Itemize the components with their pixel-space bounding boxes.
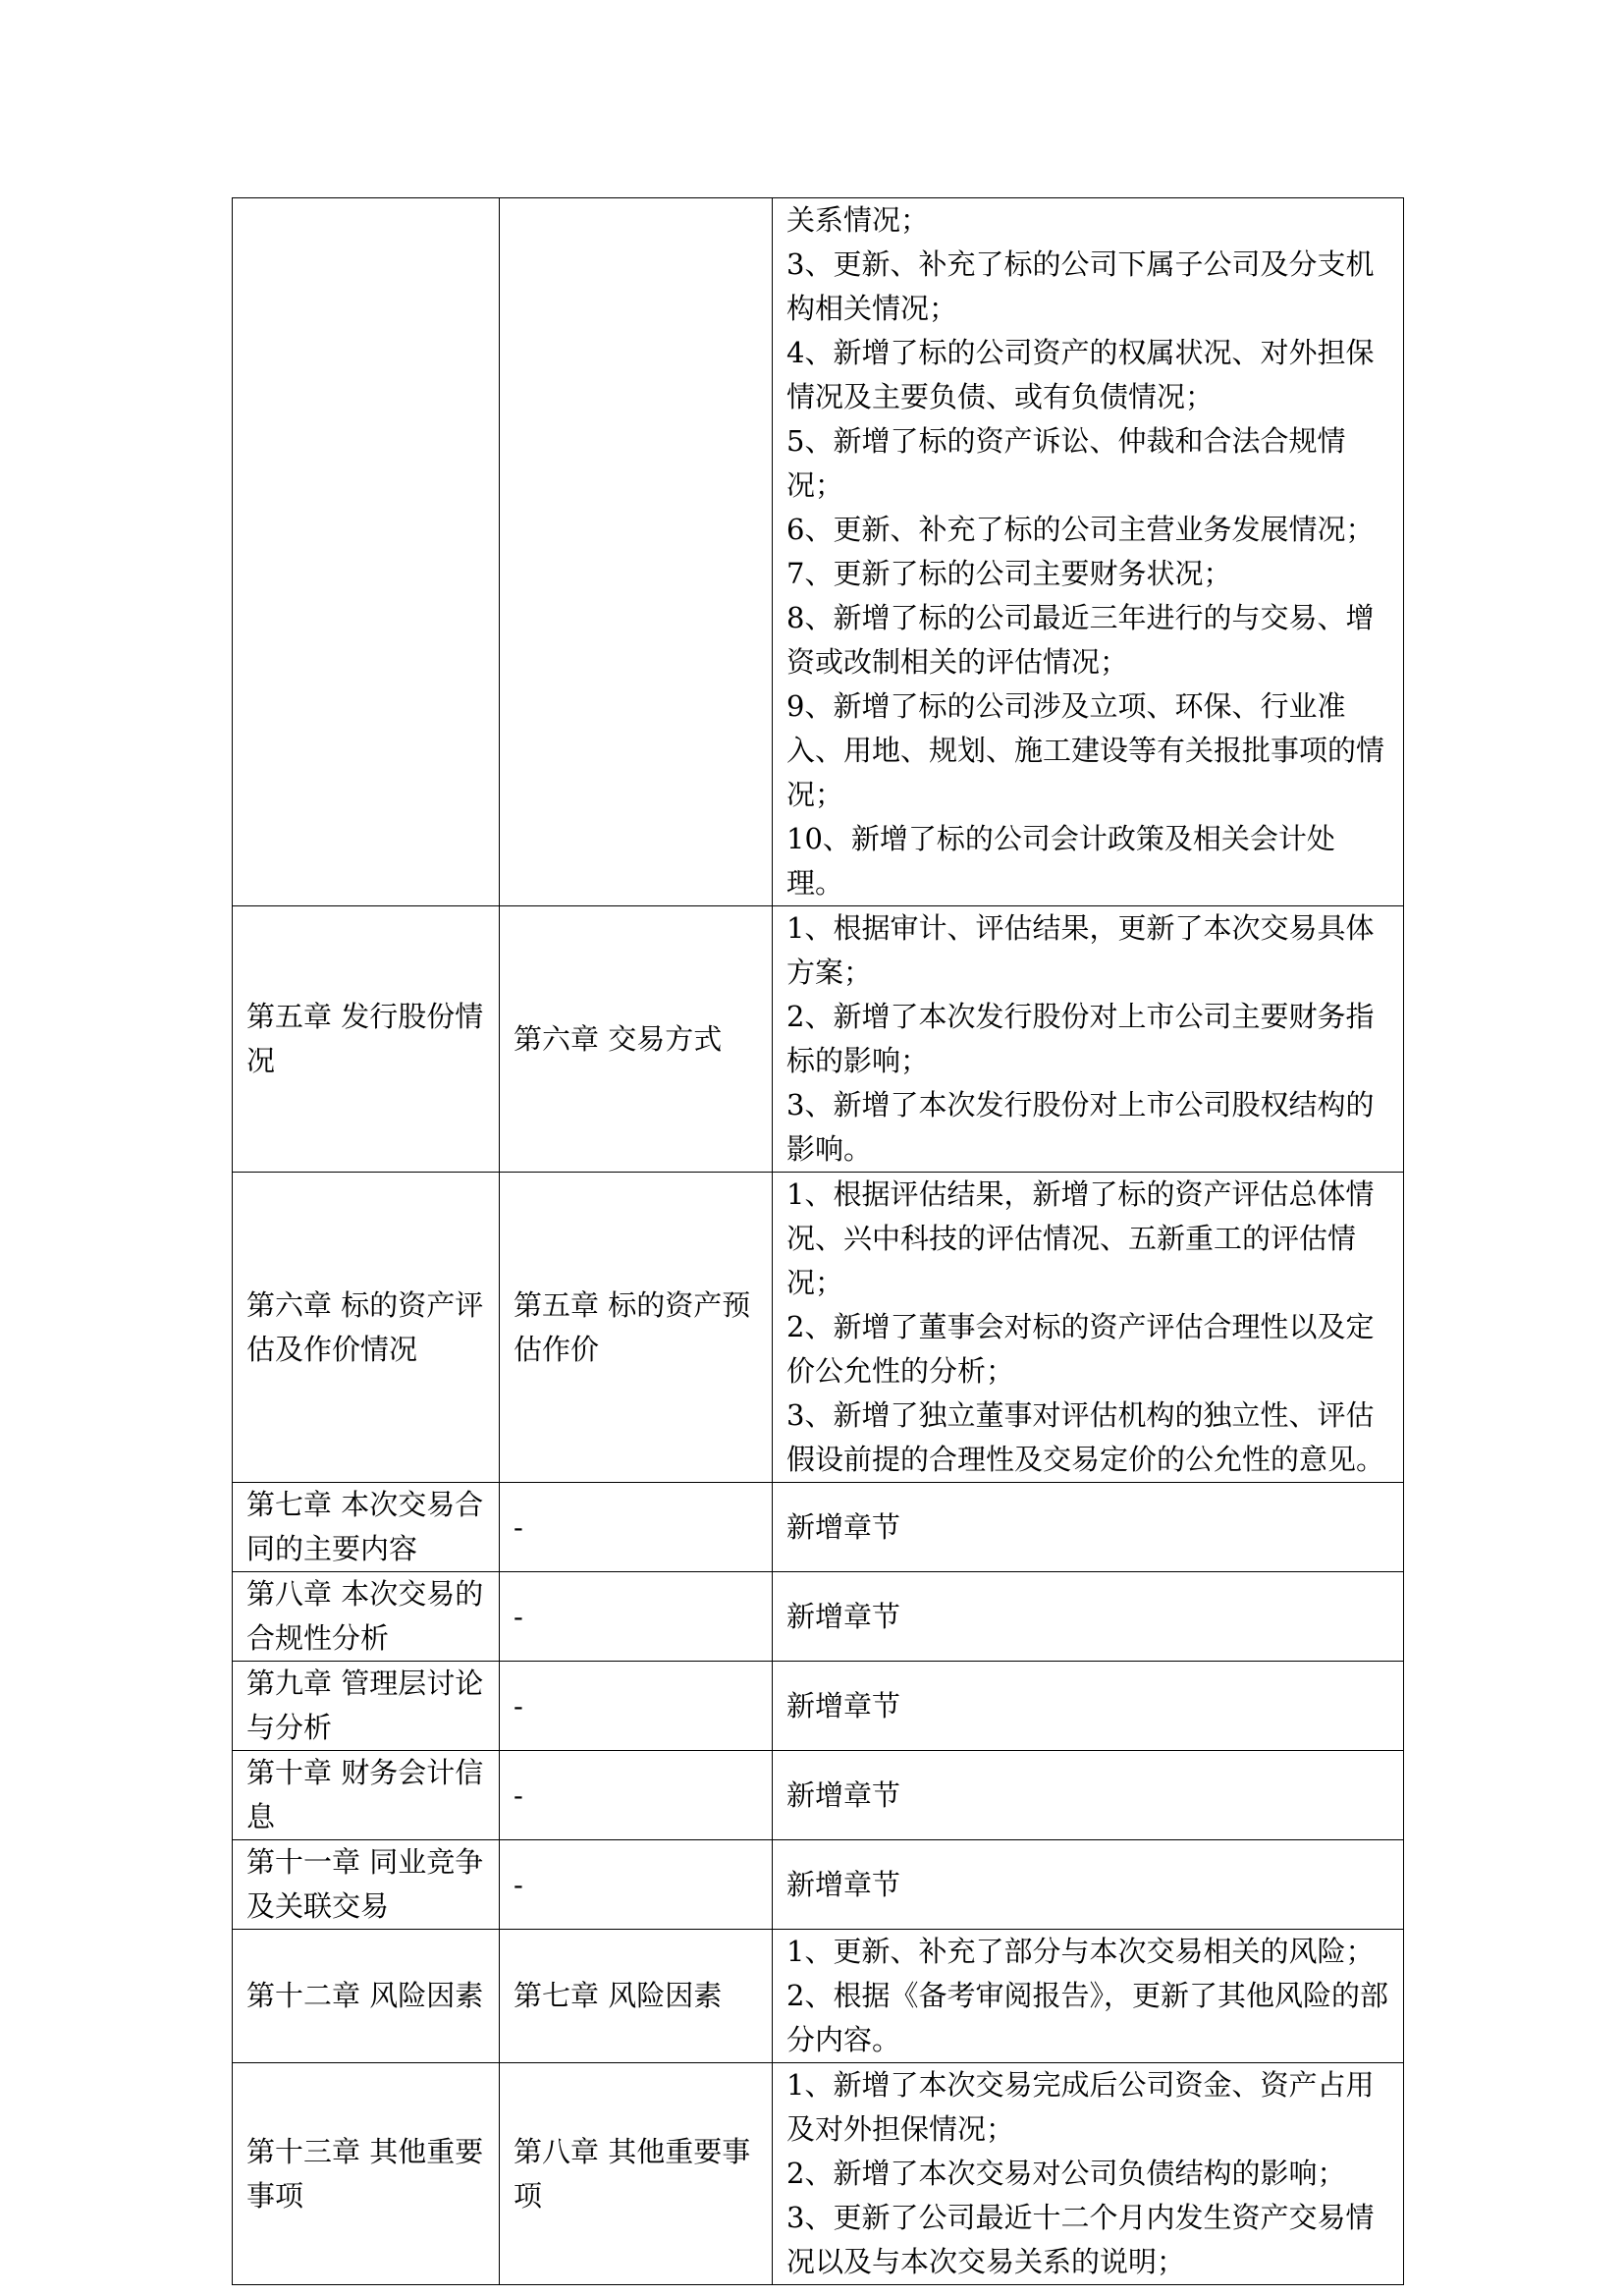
new-chapter-cell: 第十一章 同业竞争及关联交易	[233, 1840, 500, 1930]
old-chapter-cell: -	[500, 1483, 773, 1572]
change-item: 新增章节	[786, 1867, 901, 1901]
table-row	[233, 1572, 1404, 1662]
change-item: 2、根据《备考审阅报告》，更新了其他风险的部分内容。	[786, 1979, 1388, 2056]
old-chapter-cell: 第六章 交易方式	[500, 906, 773, 1173]
change-item: 10、新增了标的公司会计政策及相关会计处理。	[786, 822, 1335, 900]
table-row	[233, 1662, 1404, 1751]
old-chapter-cell: -	[500, 1751, 773, 1840]
new-chapter-cell: 第五章 发行股份情况	[233, 906, 500, 1173]
new-chapter-cell: 第八章 本次交易的合规性分析	[233, 1572, 500, 1662]
table-row	[233, 2063, 1404, 2285]
change-item: 3、新增了本次发行股份对上市公司股权结构的影响。	[786, 1088, 1375, 1166]
changes-cell	[773, 1173, 1404, 1483]
change-item: 2、新增了本次发行股份对上市公司主要财务指标的影响；	[786, 1000, 1375, 1077]
change-item: 3、更新、补充了标的公司下属子公司及分支机构相关情况；	[786, 247, 1375, 325]
changes-cell	[773, 1840, 1404, 1930]
new-chapter-cell	[233, 198, 500, 906]
old-chapter-cell: -	[500, 1572, 773, 1662]
changes-cell	[773, 198, 1404, 906]
changes-cell	[773, 1662, 1404, 1751]
old-chapter-cell: -	[500, 1662, 773, 1751]
old-chapter-cell: 第八章 其他重要事项	[500, 2063, 773, 2285]
old-chapter-cell: 第七章 风险因素	[500, 1930, 773, 2063]
table-row	[233, 1930, 1404, 2063]
change-item: 7、更新了标的公司主要财务状况；	[786, 557, 1232, 590]
old-chapter-cell: 第五章 标的资产预估作价	[500, 1173, 773, 1483]
changes-cell	[773, 1930, 1404, 2063]
change-item: 新增章节	[786, 1777, 901, 1812]
change-item: 6、更新、补充了标的公司主营业务发展情况；	[786, 513, 1375, 546]
change-item: 新增章节	[786, 1599, 901, 1633]
new-chapter-cell: 第十三章 其他重要事项	[233, 2063, 500, 2285]
table-row	[233, 1173, 1404, 1483]
table-row	[233, 1483, 1404, 1572]
change-item: 3、新增了独立董事对评估机构的独立性、评估假设前提的合理性及交易定价的公允性的意见。	[786, 1398, 1385, 1476]
change-item: 2、新增了董事会对标的资产评估合理性以及定价公允性的分析；	[786, 1310, 1375, 1388]
change-item: 9、新增了标的公司涉及立项、环保、行业准入、用地、规划、施工建设等有关报批事项的情况；	[786, 689, 1385, 811]
table-row	[233, 1751, 1404, 1840]
new-chapter-cell: 第七章 本次交易合同的主要内容	[233, 1483, 500, 1572]
new-chapter-cell: 第十章 财务会计信息	[233, 1751, 500, 1840]
change-item: 新增章节	[786, 1509, 901, 1544]
change-item: 1、更新、补充了部分与本次交易相关的风险；	[786, 1935, 1375, 1968]
revision-comparison-table	[232, 197, 1404, 2285]
changes-cell	[773, 2063, 1404, 2285]
changes-cell	[773, 1751, 1404, 1840]
old-chapter-cell	[500, 198, 773, 906]
change-item: 3、更新了公司最近十二个月内发生资产交易情况以及与本次交易关系的说明；	[786, 2201, 1375, 2278]
change-item: 1、根据评估结果，新增了标的资产评估总体情况、兴中科技的评估情况、五新重工的评估情况；	[786, 1177, 1375, 1299]
change-item: 关系情况；	[786, 203, 930, 237]
new-chapter-cell: 第十二章 风险因素	[233, 1930, 500, 2063]
new-chapter-cell: 第六章 标的资产评估及作价情况	[233, 1173, 500, 1483]
change-item: 4、新增了标的公司资产的权属状况、对外担保情况及主要负债、或有负债情况；	[786, 336, 1375, 413]
change-item: 1、新增了本次交易完成后公司资金、资产占用及对外担保情况；	[786, 2068, 1375, 2146]
old-chapter-cell: -	[500, 1840, 773, 1930]
changes-cell	[773, 1483, 1404, 1572]
new-chapter-cell: 第九章 管理层讨论与分析	[233, 1662, 500, 1751]
changes-cell	[773, 1572, 1404, 1662]
change-item: 1、根据审计、评估结果，更新了本次交易具体方案；	[786, 911, 1375, 989]
table-row	[233, 1840, 1404, 1930]
table-row	[233, 198, 1404, 906]
change-item: 2、新增了本次交易对公司负债结构的影响；	[786, 2157, 1346, 2190]
change-item: 8、新增了标的公司最近三年进行的与交易、增资或改制相关的评估情况；	[786, 601, 1375, 679]
change-item: 新增章节	[786, 1688, 901, 1722]
table-row	[233, 906, 1404, 1173]
change-item: 5、新增了标的资产诉讼、仲裁和合法合规情况；	[786, 424, 1346, 502]
changes-cell	[773, 906, 1404, 1173]
